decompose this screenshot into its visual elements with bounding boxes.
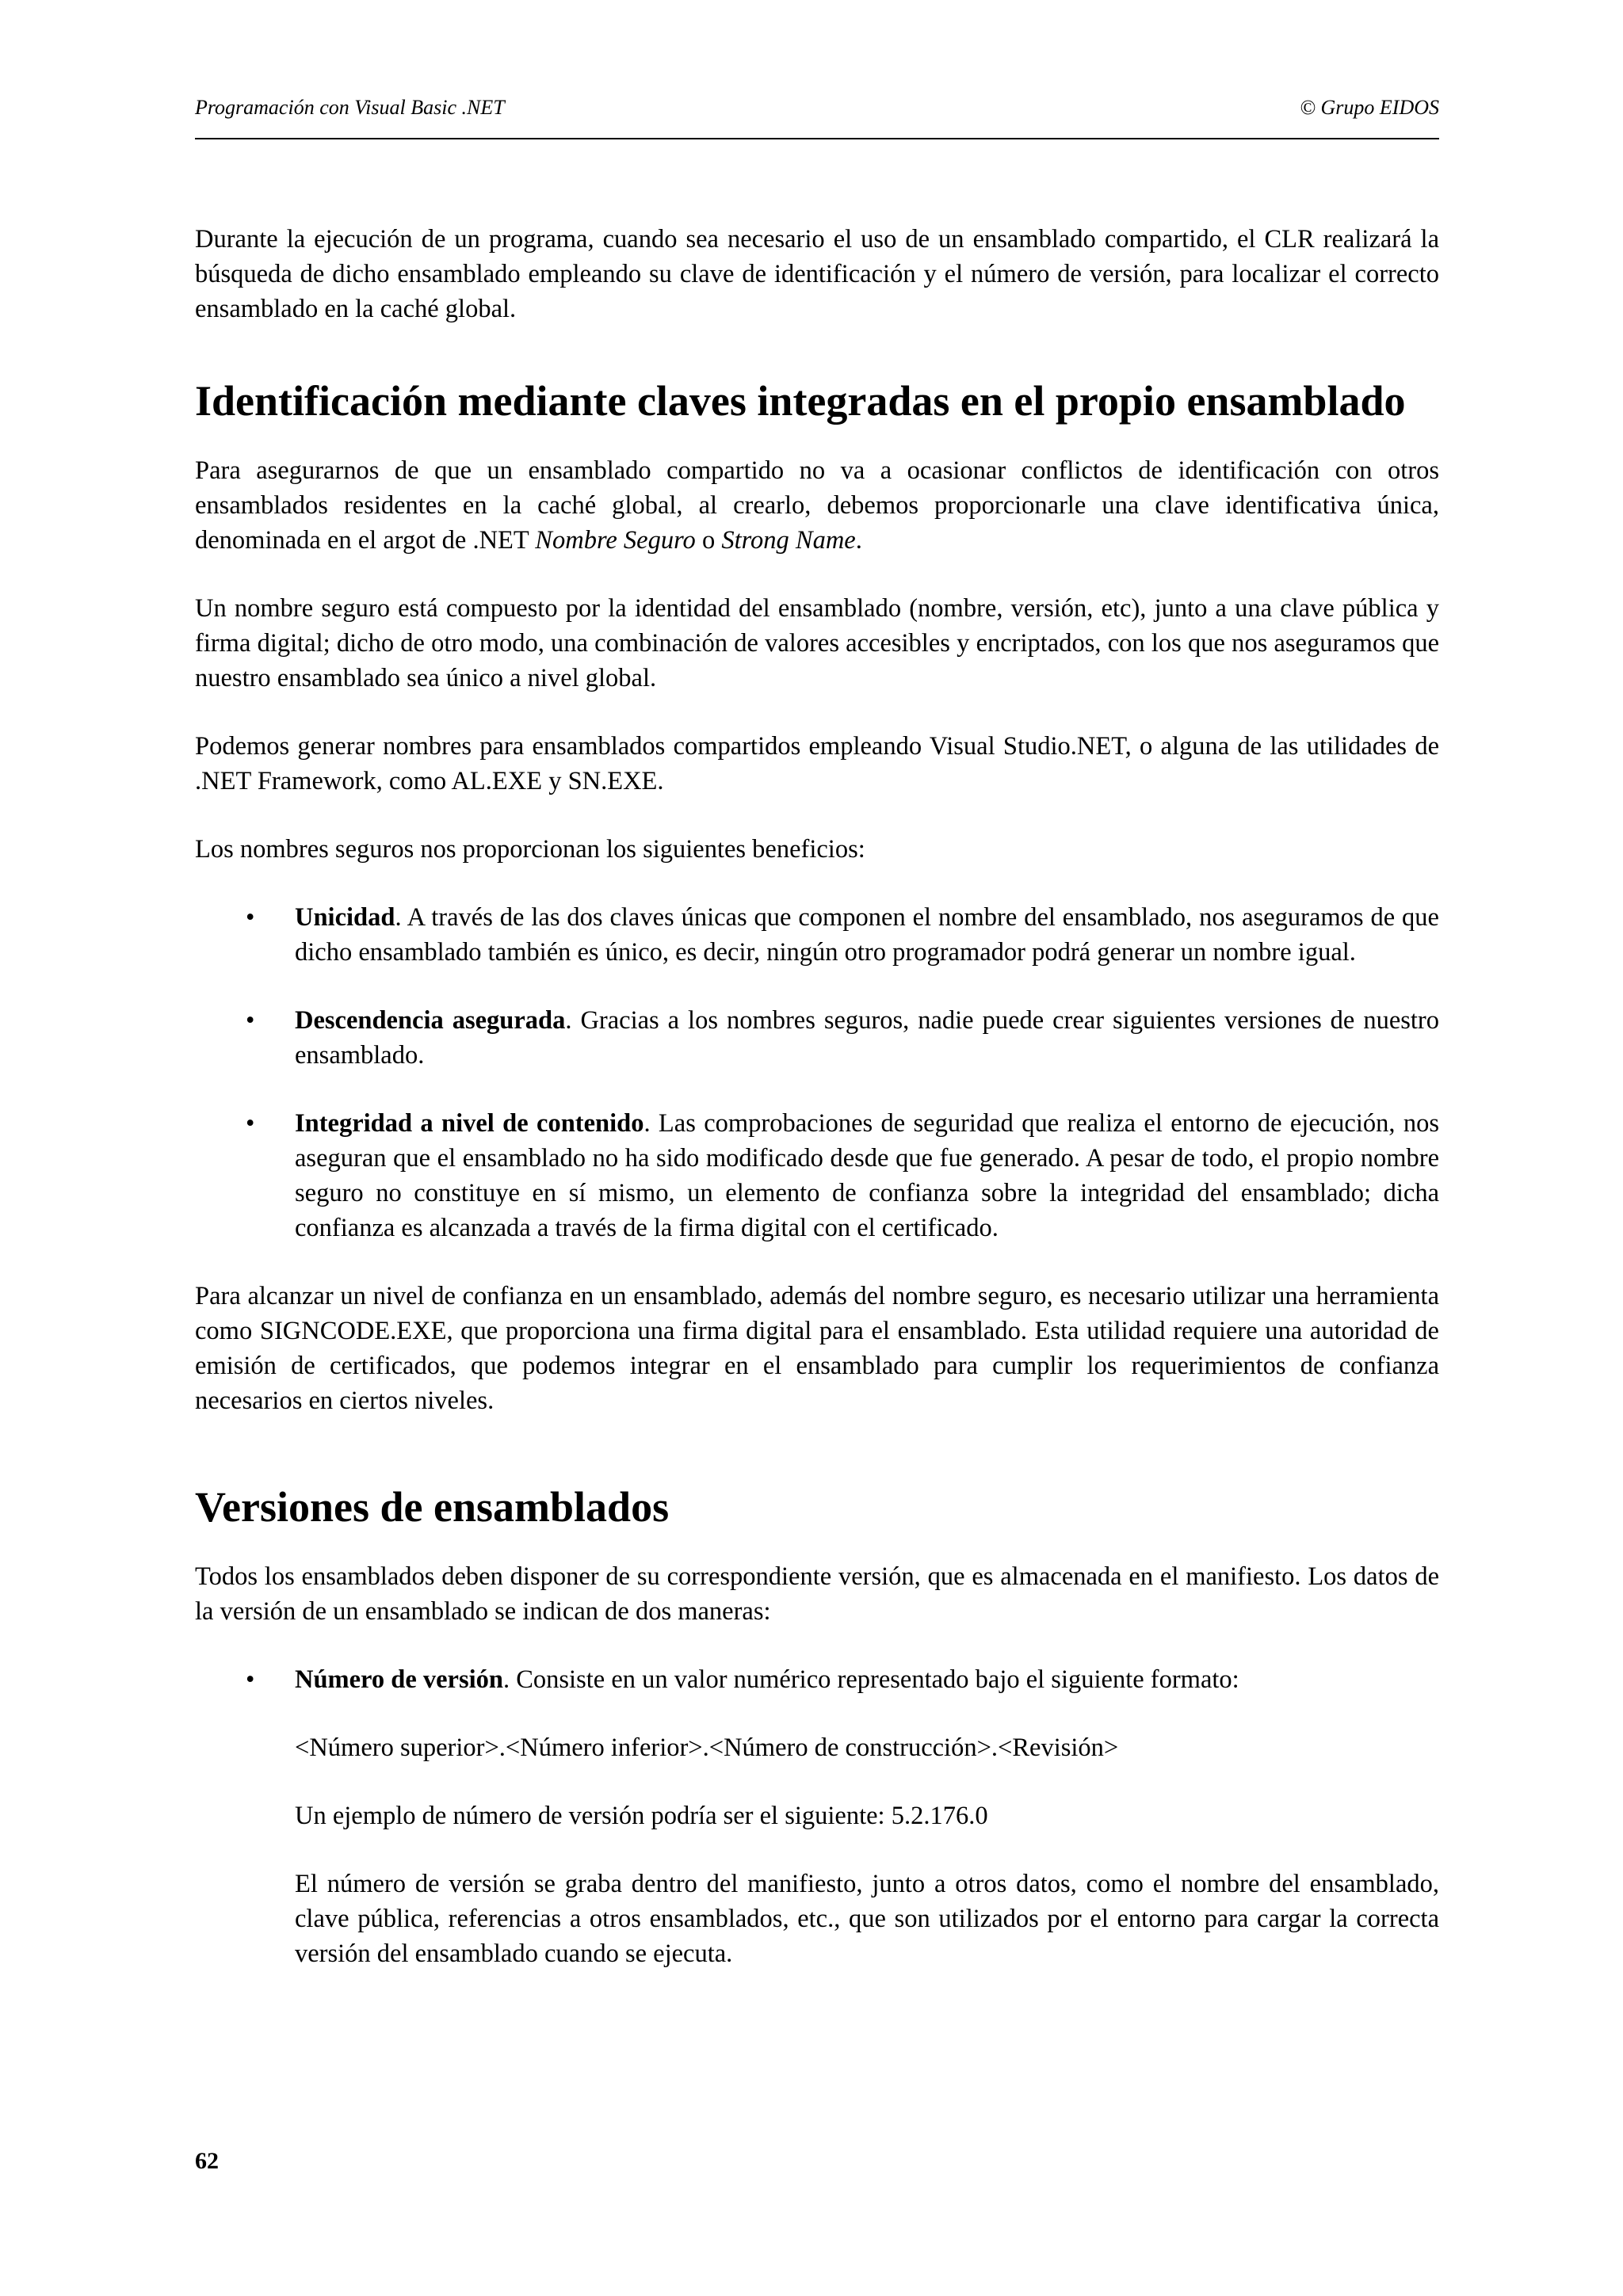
bullet-icon: • <box>246 1665 255 1694</box>
section-heading-strong-names: Identificación mediante claves integradas en el propio ensamblado <box>195 377 1406 425</box>
list-item <box>195 1106 1439 1245</box>
header-book-title: Programación con Visual Basic .NET <box>195 96 505 119</box>
benefits-list <box>195 900 1439 1245</box>
term-nombre-seguro: Nombre Seguro <box>535 526 696 555</box>
list-item-text: . A través de las dos claves únicas que componen el nombre del ensamblado, nos aseguramos de que dicho ensamblado también es único, es decir, ningún otro programador podrá generar un nombre igual. <box>295 903 1439 967</box>
bullet-icon: • <box>246 1109 255 1138</box>
page-content <box>195 222 1439 2004</box>
list-item-text: . Las comprobaciones de seguridad que realiza el entorno de ejecución, nos aseguran que el ensamblado no ha sido modificado desde que fue generado. A pesar de todo, el propio nombre seguro no constituye en sí mismo, un elemento de confianza sobre la integridad del ensamblado; dicha confianza es alcanzada a través de la firma digital con el certificado. <box>295 1109 1439 1242</box>
paragraph-generation-tools: Podemos generar nombres para ensamblados compartidos empleando Visual Studio.NET, o alguna de las utilidades de .NET Framework, como AL.EXE y SN.EXE. <box>195 732 1439 795</box>
term-strong-name: Strong Name <box>721 526 856 555</box>
intro-paragraph: Durante la ejecución de un programa, cuando sea necesario el uso de un ensamblado compartido, el CLR realizará la búsqueda de dicho ensamblado empleando su clave de identificación y el número de versión, para localizar el correcto ensamblado en la caché global. <box>195 225 1439 323</box>
header-publisher: © Grupo EIDOS <box>1300 96 1439 119</box>
header-rule <box>195 138 1439 139</box>
version-example: Un ejemplo de número de versión podría ser el siguiente: 5.2.176.0 <box>295 1802 988 1830</box>
section-heading-versions: Versiones de ensamblados <box>195 1483 670 1531</box>
paragraph-text: o <box>695 526 722 555</box>
versions-list <box>195 1662 1439 1697</box>
version-details <box>195 1730 1439 1971</box>
list-item-term: Número de versión <box>295 1665 503 1694</box>
bullet-icon: • <box>246 903 255 932</box>
list-item <box>195 1003 1439 1073</box>
version-format: <Número superior>.<Número inferior>.<Número de construcción>.<Revisión> <box>295 1733 1119 1762</box>
list-item-term: Unicidad <box>295 903 395 932</box>
paragraph-strong-name-intro <box>195 453 1439 558</box>
list-item <box>195 900 1439 970</box>
bullet-icon: • <box>246 1006 255 1035</box>
paragraph-signcode: Para alcanzar un nivel de confianza en un ensamblado, además del nombre seguro, es necesario utilizar una herramienta como SIGNCODE.EXE, que proporciona una firma digital para el ensamblado. Esta utilidad requiere una autoridad de emisión de certificados, que podemos integrar en el ensamblado para cumplir los requerimientos de confianza necesarios en ciertos niveles. <box>195 1282 1439 1415</box>
paragraph-benefits-intro: Los nombres seguros nos proporcionan los siguientes beneficios: <box>195 835 865 864</box>
page-number: 62 <box>195 2148 219 2174</box>
paragraph-text: . <box>855 526 862 555</box>
paragraph-strong-name-composition: Un nombre seguro está compuesto por la identidad del ensamblado (nombre, versión, etc), junto a una clave pública y firma digital; dicho de otro modo, una combinación de valores accesibles y encriptados, con los que nos aseguramos que nuestro ensamblado sea único a nivel global. <box>195 594 1439 692</box>
list-item-term: Descendencia asegurada <box>295 1006 566 1035</box>
paragraph-text: Para asegurarnos de que un ensamblado compartido no va a ocasionar conflictos de identificación con otros ensamblados residentes en la caché global, al crearlo, debemos proporcionarle una clave identificativa única, denominada en el argot de .NET <box>195 456 1439 555</box>
version-manifest-paragraph: El número de versión se graba dentro del manifiesto, junto a otros datos, como el nombre del ensamblado, clave pública, referencias a otros ensamblados, etc., que son utilizados por el entorno para cargar la correcta versión del ensamblado cuando se ejecuta. <box>295 1870 1439 1968</box>
document-page <box>195 0 1439 2296</box>
list-item-text: . Consiste en un valor numérico representado bajo el siguiente formato: <box>502 1665 1239 1694</box>
list-item-term: Integridad a nivel de contenido <box>295 1109 644 1138</box>
list-item-text: . Gracias a los nombres seguros, nadie puede crear siguientes versiones de nuestro ensamblado. <box>295 1006 1439 1070</box>
list-item <box>195 1662 1439 1697</box>
paragraph-versions-intro: Todos los ensamblados deben disponer de su correspondiente versión, que es almacenada en el manifiesto. Los datos de la versión de un ensamblado se indican de dos maneras: <box>195 1562 1439 1626</box>
